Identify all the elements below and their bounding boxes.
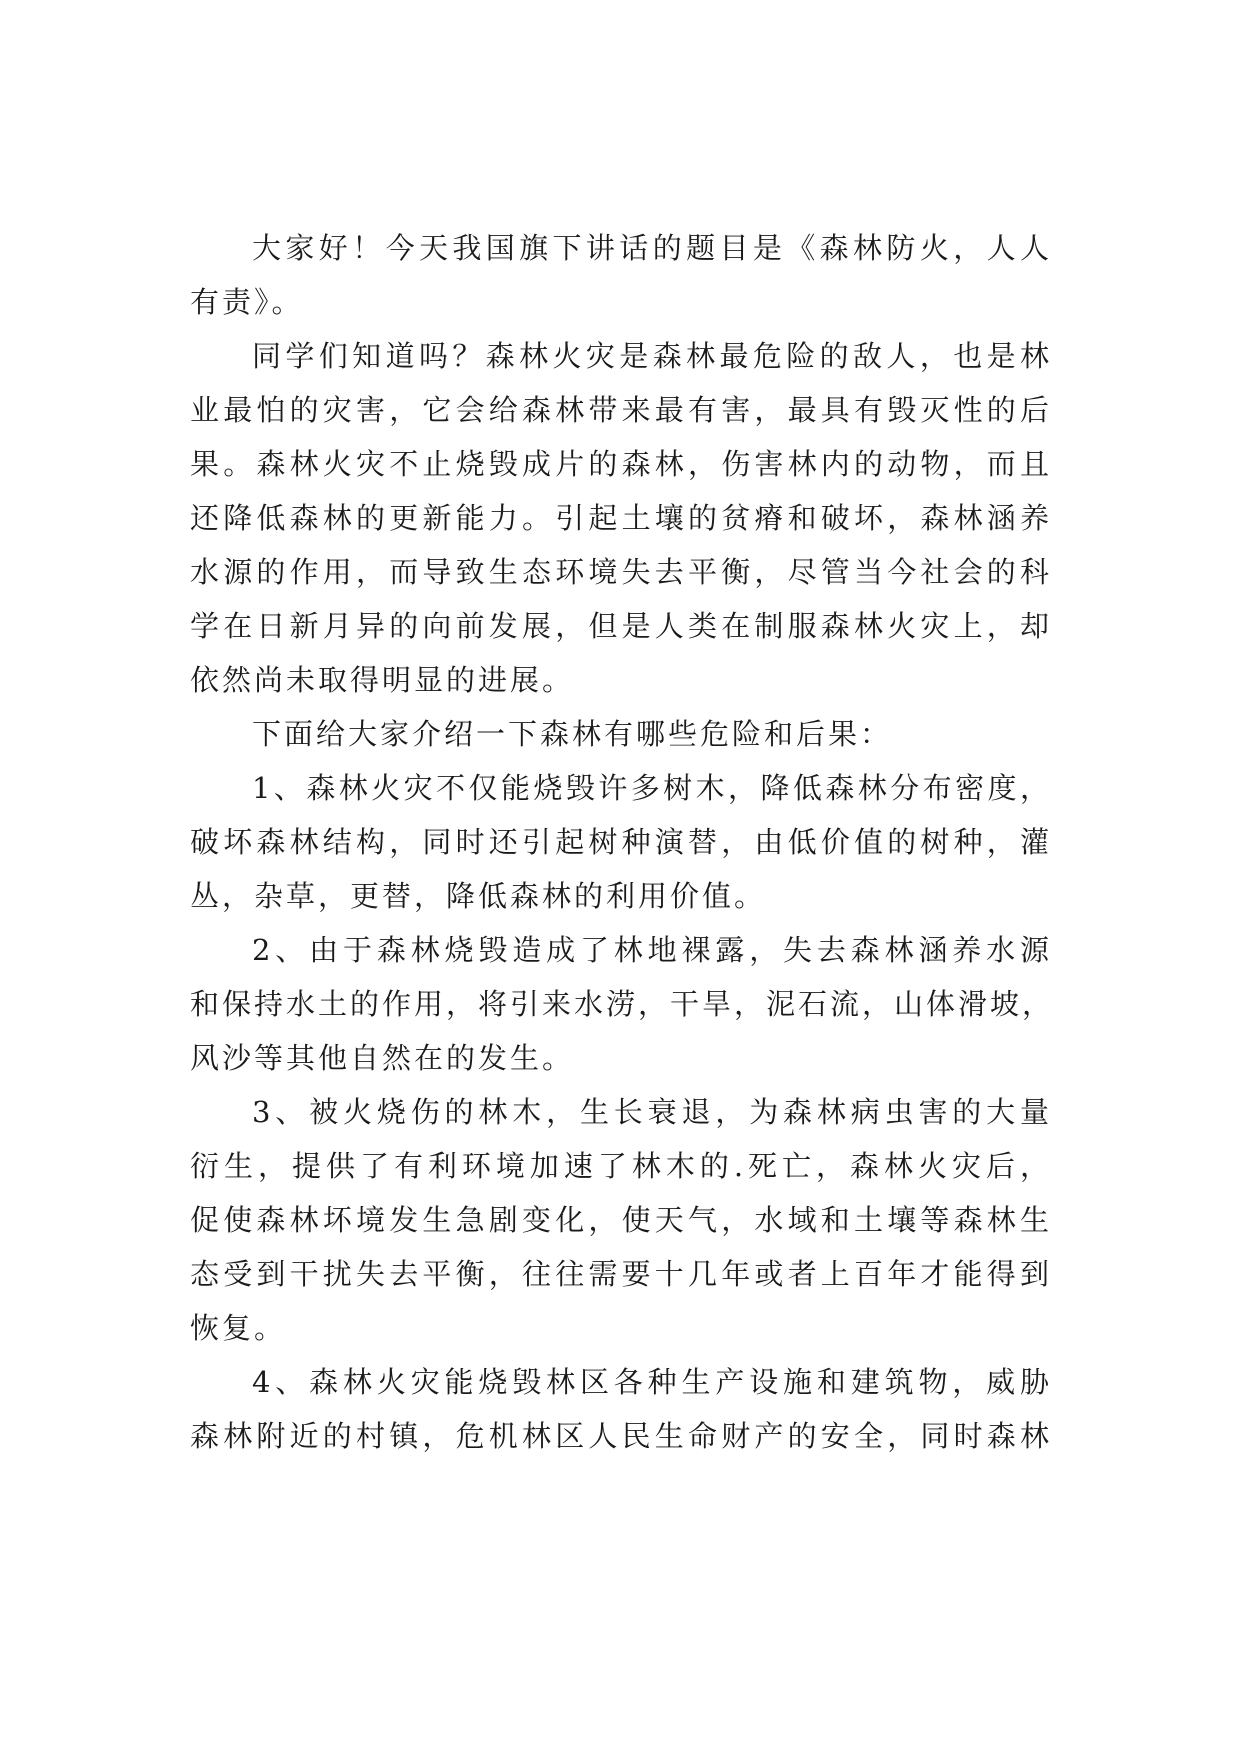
text-line: 森林附近的村镇，危机林区人民生命财产的安全，同时森林 [190, 1419, 1052, 1453]
paragraph-greeting [190, 221, 1052, 329]
text-line: 果。森林火灾不止烧毁成片的森林，伤害林内的动物，而且 [190, 447, 1052, 481]
text-line: 水源的作用，而导致生态环境失去平衡，尽管当今社会的科 [190, 555, 1052, 589]
text-line: 3、被火烧伤的林木，生长衰退，为森林病虫害的大量 [252, 1095, 1052, 1129]
document-body [190, 221, 1055, 1463]
text-line: 学在日新月异的向前发展，但是人类在制服森林火灾上，却 [190, 609, 1052, 643]
text-line: 衍生，提供了有利环境加速了林木的.死亡，森林火灾后， [190, 1149, 1052, 1183]
paragraph-item-3 [190, 1085, 1052, 1355]
text-line: 2、由于森林烧毁造成了林地裸露，失去森林涵养水源 [252, 933, 1052, 967]
text-line: 同学们知道吗？森林火灾是森林最危险的敌人，也是林 [252, 339, 1052, 373]
paragraph-item-4 [190, 1355, 1052, 1463]
text-line: 丛，杂草，更替，降低森林的利用价值。 [190, 879, 767, 913]
text-line: 4、森林火灾能烧毁林区各种生产设施和建筑物，威胁 [252, 1365, 1052, 1399]
text-line: 依然尚未取得明显的进展。 [190, 663, 575, 697]
paragraph-intro-list [190, 707, 1052, 761]
text-line: 有责》。 [190, 285, 304, 319]
text-line: 大家好！今天我国旗下讲话的题目是《森林防火，人人 [252, 231, 1052, 265]
text-line: 1、森林火灾不仅能烧毁许多树木，降低森林分布密度， [252, 771, 1052, 805]
text-line: 下面给大家介绍一下森林有哪些危险和后果： [252, 717, 893, 751]
text-line: 业最怕的灾害，它会给森林带来最有害，最具有毁灭性的后 [190, 393, 1052, 427]
text-line: 风沙等其他自然在的发生。 [190, 1041, 575, 1075]
text-line: 态受到干扰失去平衡，往往需要十几年或者上百年才能得到 [190, 1257, 1052, 1291]
text-line: 和保持水土的作用，将引来水涝，干旱，泥石流，山体滑坡， [190, 987, 1055, 1021]
paragraph-item-1 [190, 761, 1052, 923]
paragraph-forest-fire-danger [190, 329, 1052, 707]
text-line: 促使森林坏境发生急剧变化，使天气，水域和土壤等森林生 [190, 1203, 1052, 1237]
text-line: 恢复。 [190, 1311, 287, 1345]
text-line: 破坏森林结构，同时还引起树种演替，由低价值的树种，灌 [190, 825, 1052, 859]
paragraph-item-2 [190, 923, 1055, 1085]
text-line: 还降低森林的更新能力。引起土壤的贫瘠和破坏，森林涵养 [190, 501, 1052, 535]
